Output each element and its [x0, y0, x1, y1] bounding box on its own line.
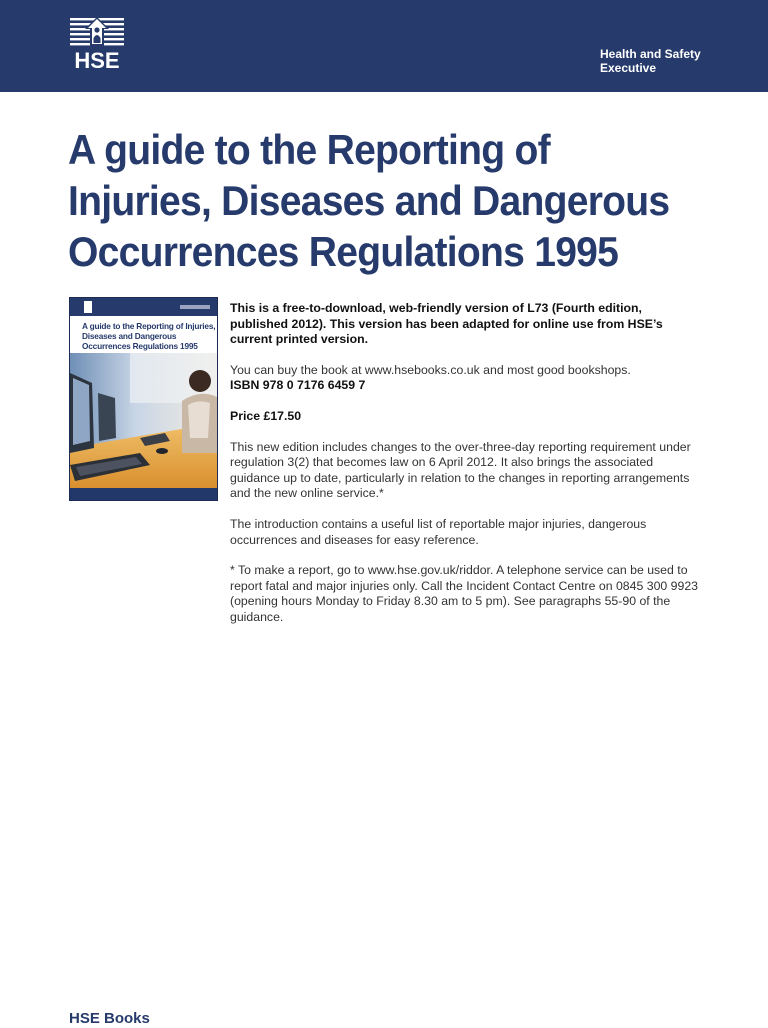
introduction-paragraph: The introduction contains a useful list of reportable major injuries, dangerous occurrences and diseases for easy reference. — [230, 516, 647, 547]
cover-header-band — [70, 298, 217, 316]
cover-logo-icon — [84, 301, 92, 313]
cover-title: A guide to the Reporting of Injuries, Diseases and Dangerous Occurrences Regulations 1995 — [82, 321, 216, 351]
footnote-paragraph: * To make a report, go to www.hse.gov.uk/riddor. A telephone service can be used to report fatal and major injuries only. Call the Incident Contact Centre on 0845 300 9923 (opening hours Monday to Friday 8.30 am to 5 pm). See paragraphs 55-90 of the guidance. — [230, 563, 699, 624]
hse-emblem-icon — [68, 16, 126, 48]
office-photo-icon — [70, 353, 217, 488]
price: Price £17.50 — [230, 408, 302, 423]
organisation-name — [600, 47, 701, 75]
document-title: A guide to the Reporting of Injuries, Diseases and Dangerous Occurrences Regulations 1995 — [68, 126, 670, 275]
cover-org-mark — [180, 305, 210, 309]
cover-footer-band — [70, 488, 217, 500]
hse-logo-text: HSE — [74, 48, 120, 73]
page-header — [0, 0, 768, 92]
document-summary — [230, 301, 700, 626]
edition-paragraph: This new edition includes changes to the over-three-day reporting requirement under regulation 3(2) that becomes law on 6 April 2012. It also brings the associated guidance up to date, particularly in relation to the changes in reporting arrangements and the new online service.* — [230, 439, 691, 501]
organisation-name-line1: Health and Safety — [600, 47, 701, 61]
book-cover-image — [69, 297, 218, 501]
cover-title-panel — [70, 298, 217, 353]
intro-paragraph: This is a free-to-download, web-friendly version of L73 (Fourth edition, published 2012). This version has been adapted for online use from HSE’s current printed version. — [230, 301, 663, 347]
isbn: ISBN 978 0 7176 6459 7 — [230, 378, 366, 393]
purchase-info: You can buy the book at www.hsebooks.co.uk and most good bookshops. — [230, 362, 631, 377]
footer-brand: HSE Books — [69, 1010, 150, 1027]
hse-logo — [68, 16, 126, 74]
organisation-name-line2: Executive — [600, 61, 657, 75]
